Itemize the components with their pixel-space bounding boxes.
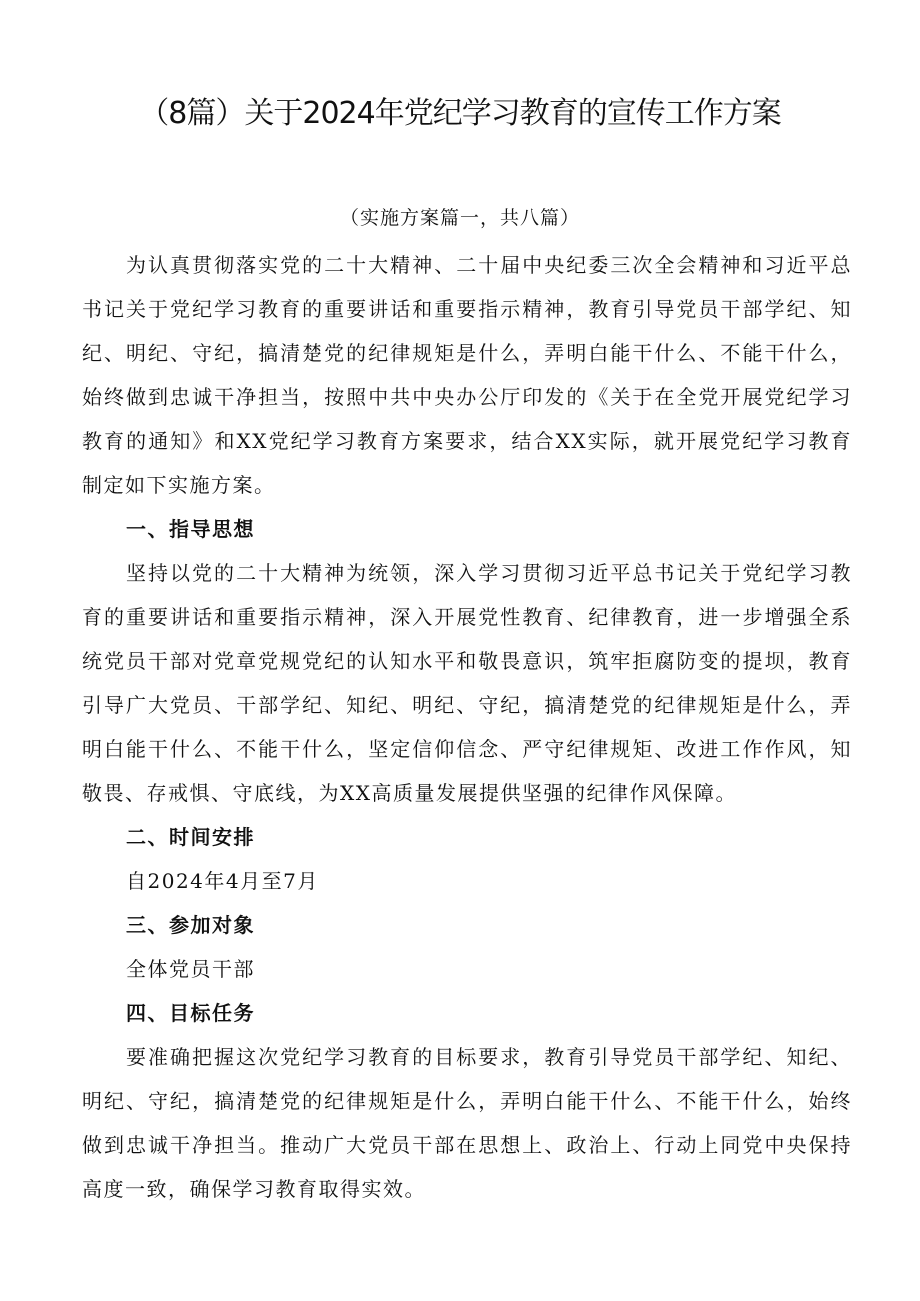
section-text-objectives: 要准确把握这次党纪学习教育的目标要求，教育引导党员干部学纪、知纪、明纪、守纪，搞清楚党的纪律规矩是什么，弄明白能干什么、不能干什么，始终做到忠诚干净担当。推动广大党员干部在思想上、政治上、行动上同党中央保持高度一致，确保学习教育取得实效。 xyxy=(82,1045,852,1201)
section-heading-participants: 三、参加对象 xyxy=(126,913,255,937)
section-heading-objectives: 四、目标任务 xyxy=(126,1001,255,1025)
document-body xyxy=(82,243,852,1211)
section-heading-guiding-ideology: 一、指导思想 xyxy=(126,517,255,541)
document-subtitle: （实施方案篇一，共八篇） xyxy=(339,207,580,229)
section-text-participants: 全体党员干部 xyxy=(126,957,255,981)
section-text-guiding-ideology: 坚持以党的二十大精神为统领，深入学习贯彻习近平总书记关于党纪学习教育的重要讲话和重要指示精神，深入开展党性教育、纪律教育，进一步增强全系统党员干部对党章党规党纪的认知水平和敬畏意识，筑牢拒腐防变的提坝，教育引导广大党员、干部学纪、知纪、明纪、守纪，搞清楚党的纪律规矩是什么，弄明白能干什么、不能干什么，坚定信仰信念、严守纪律规矩、改进工作作风，知敬畏、存戒惧、守底线，为XX高质量发展提供坚强的纪律作风保障。 xyxy=(82,561,852,805)
section-heading-schedule: 二、时间安排 xyxy=(126,825,255,849)
intro-paragraph: 为认真贯彻落实党的二十大精神、二十届中央纪委三次全会精神和习近平总书记关于党纪学习教育的重要讲话和重要指示精神，教育引导党员干部学纪、知纪、明纪、守纪，搞清楚党的纪律规矩是什么，弄明白能干什么、不能干什么，始终做到忠诚干净担当，按照中共中央办公厅印发的《关于在全党开展党纪学习教育的通知》和XX党纪学习教育方案要求，结合XX实际，就开展党纪学习教育制定如下实施方案。 xyxy=(82,253,852,497)
section-text-schedule: 自2024年4月至7月 xyxy=(126,869,319,893)
document-title: （8篇）关于2024年党纪学习教育的宣传工作方案 xyxy=(139,96,781,131)
